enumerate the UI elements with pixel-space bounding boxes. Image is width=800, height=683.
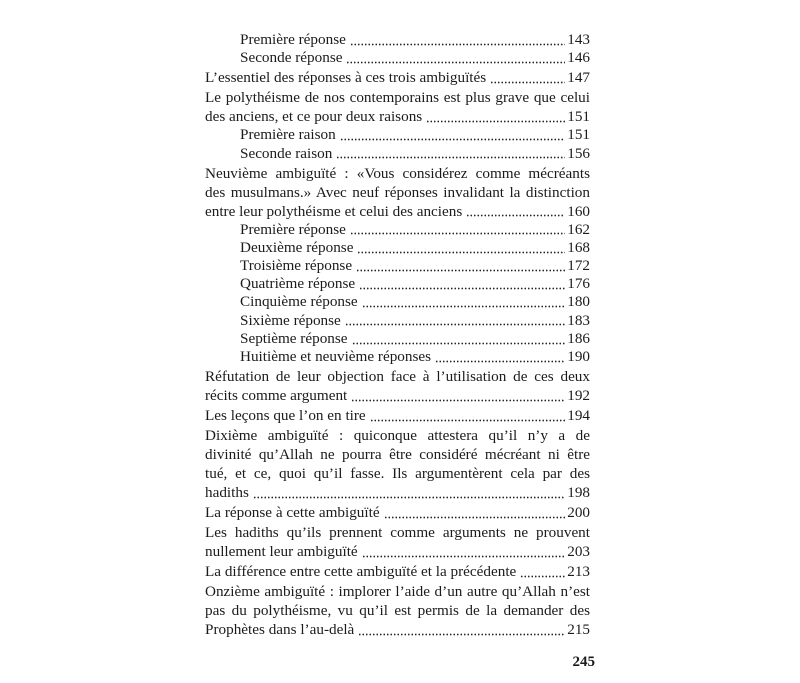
dot-leader xyxy=(350,232,565,235)
toc-entry-title: Huitième et neuvième réponses xyxy=(240,348,432,366)
toc-entry-title: Première réponse xyxy=(240,220,346,238)
toc-page-number: 198 xyxy=(567,484,590,502)
toc-page-number: 151 xyxy=(567,108,590,126)
toc-entry-title: Première raison xyxy=(240,126,336,144)
dot-leader xyxy=(357,251,565,254)
toc-line xyxy=(240,312,590,330)
toc-page-number: 186 xyxy=(567,329,590,347)
toc-line xyxy=(240,275,590,293)
toc-entry-title: Seconde réponse xyxy=(240,49,343,67)
toc-entry-title-line: Les hadiths qu’ils prennent comme arguments ne prouvent xyxy=(205,524,590,542)
toc-line xyxy=(205,202,590,221)
toc-subentry xyxy=(240,275,590,293)
dot-leader xyxy=(351,399,565,402)
toc-entry-title: Cinquième réponse xyxy=(240,293,358,311)
toc-line xyxy=(240,294,590,312)
toc-page-number: 213 xyxy=(567,563,590,581)
toc-subentry xyxy=(240,239,590,257)
toc-entry-title: Les leçons que l’on en tire xyxy=(205,407,366,425)
toc-line xyxy=(240,145,590,163)
toc-entry-title-line: tué, et ce, quoi qu’il fasse. Ils argumentèrent cela par des xyxy=(205,465,590,483)
toc-entry xyxy=(205,562,590,581)
dot-leader xyxy=(370,419,566,422)
toc-entry xyxy=(205,164,590,221)
toc-line xyxy=(205,620,590,639)
toc-page-number: 215 xyxy=(567,621,590,639)
toc-line xyxy=(205,406,590,425)
toc-page-number: 147 xyxy=(567,69,590,87)
toc-page-number: 194 xyxy=(567,407,590,425)
toc-page-number: 172 xyxy=(567,257,590,275)
toc-subentry xyxy=(240,221,590,239)
dot-leader xyxy=(346,61,565,64)
toc-entry xyxy=(205,367,590,405)
toc-page-number: 183 xyxy=(567,311,590,329)
toc-entry xyxy=(205,582,590,639)
toc-line xyxy=(240,257,590,275)
toc-entry-title: Seconde raison xyxy=(240,144,333,162)
toc-line xyxy=(240,126,590,144)
toc-entry xyxy=(205,88,590,126)
toc-subentry xyxy=(240,49,590,67)
toc-line xyxy=(205,503,590,522)
toc-entry-title-line: divinité qu’Allah ne pourra être considéré mécréant ni être xyxy=(205,446,590,464)
toc-line xyxy=(240,330,590,348)
toc-line xyxy=(205,562,590,581)
dot-leader xyxy=(340,138,565,141)
page-folio-number: 245 xyxy=(572,654,595,670)
toc-entry xyxy=(205,68,590,87)
toc-entry xyxy=(205,426,590,502)
toc-page-number: 176 xyxy=(567,275,590,293)
dot-leader xyxy=(345,323,565,326)
toc-subentry xyxy=(240,312,590,330)
toc-entry-title: entre leur polythéisme et celui des anciens xyxy=(205,202,463,220)
toc-line xyxy=(240,348,590,366)
toc-page-number: 160 xyxy=(567,202,590,220)
dot-leader xyxy=(336,156,565,159)
toc-entry-title: La différence entre cette ambiguïté et la précédente xyxy=(205,563,517,581)
dot-leader xyxy=(520,575,565,578)
dot-leader xyxy=(362,555,566,558)
toc-entry-title: La réponse à cette ambiguïté xyxy=(205,504,380,522)
dot-leader xyxy=(466,214,565,217)
dot-leader xyxy=(490,81,565,84)
dot-leader xyxy=(350,43,565,46)
toc-entry-title-line: Dixième ambiguïté : quiconque attestera qu’il n’y a de xyxy=(205,427,590,445)
toc-subentry xyxy=(240,330,590,348)
toc-page-number: 203 xyxy=(567,543,590,561)
dot-leader xyxy=(253,496,565,499)
toc-page-number: 200 xyxy=(567,504,590,522)
toc-entry-title: nullement leur ambiguïté xyxy=(205,543,358,561)
toc-entry-title-line: Le polythéisme de nos contemporains est plus grave que celui xyxy=(205,89,590,107)
toc-entry-title-line: des musulmans.» Avec neuf réponses invalidant la distinction xyxy=(205,183,590,201)
dot-leader xyxy=(426,120,565,123)
toc-entry xyxy=(205,406,590,425)
toc-page-number: 168 xyxy=(567,238,590,256)
toc-entry-title: Quatrième réponse xyxy=(240,275,356,293)
toc-page-number: 192 xyxy=(567,387,590,405)
toc-line xyxy=(205,483,590,502)
toc-line xyxy=(205,107,590,126)
toc-page-number: 190 xyxy=(567,348,590,366)
toc-entry-title: Troisième réponse xyxy=(240,257,353,275)
toc-page-number: 143 xyxy=(567,30,590,48)
toc-entry-title-line: pas du polythéisme, vu qu’il est permis de la demander des xyxy=(205,602,590,620)
dot-leader xyxy=(352,342,566,345)
toc-subentry xyxy=(240,348,590,366)
toc-page-number: 146 xyxy=(567,49,590,67)
toc-line xyxy=(240,221,590,239)
toc-entry-title: des anciens, et ce pour deux raisons xyxy=(205,108,423,126)
toc-entry-title-line: Réfutation de leur objection face à l’utilisation de ces deux xyxy=(205,368,590,386)
dot-leader xyxy=(356,269,565,272)
toc-line xyxy=(240,49,590,67)
dot-leader xyxy=(359,287,565,290)
toc-line xyxy=(205,386,590,405)
toc-entry-title: hadiths xyxy=(205,484,249,502)
toc-page-number: 180 xyxy=(567,293,590,311)
toc-page-number: 156 xyxy=(567,144,590,162)
toc-entry xyxy=(205,523,590,561)
dot-leader xyxy=(358,633,565,636)
toc-subentry xyxy=(240,126,590,144)
dot-leader xyxy=(435,360,565,363)
toc-entry-title: Sixième réponse xyxy=(240,311,341,329)
table-of-contents xyxy=(205,31,590,639)
toc-subentry xyxy=(240,31,590,49)
toc-entry-title: Prophètes dans l’au-delà xyxy=(205,621,355,639)
toc-subentry xyxy=(240,294,590,312)
toc-line xyxy=(240,239,590,257)
toc-subentry xyxy=(240,145,590,163)
toc-entry-title-line: Onzième ambiguïté : implorer l’aide d’un autre qu’Allah n’est xyxy=(205,583,590,601)
toc-page-number: 151 xyxy=(567,126,590,144)
toc-entry-title: Première réponse xyxy=(240,30,346,48)
toc-line xyxy=(205,542,590,561)
dot-leader xyxy=(362,305,566,308)
toc-entry-title: récits comme argument xyxy=(205,387,348,405)
toc-page-number: 162 xyxy=(567,220,590,238)
toc-entry-title: L’essentiel des réponses à ces trois ambiguïtés xyxy=(205,69,487,87)
toc-entry-title: Septième réponse xyxy=(240,329,348,347)
toc-entry-title-line: Neuvième ambiguïté : «Vous considérez comme mécréants xyxy=(205,164,590,182)
toc-entry-title: Deuxième réponse xyxy=(240,238,354,256)
dot-leader xyxy=(384,516,566,519)
toc-line xyxy=(240,31,590,49)
toc-entry xyxy=(205,503,590,522)
toc-line xyxy=(205,68,590,87)
toc-subentry xyxy=(240,257,590,275)
